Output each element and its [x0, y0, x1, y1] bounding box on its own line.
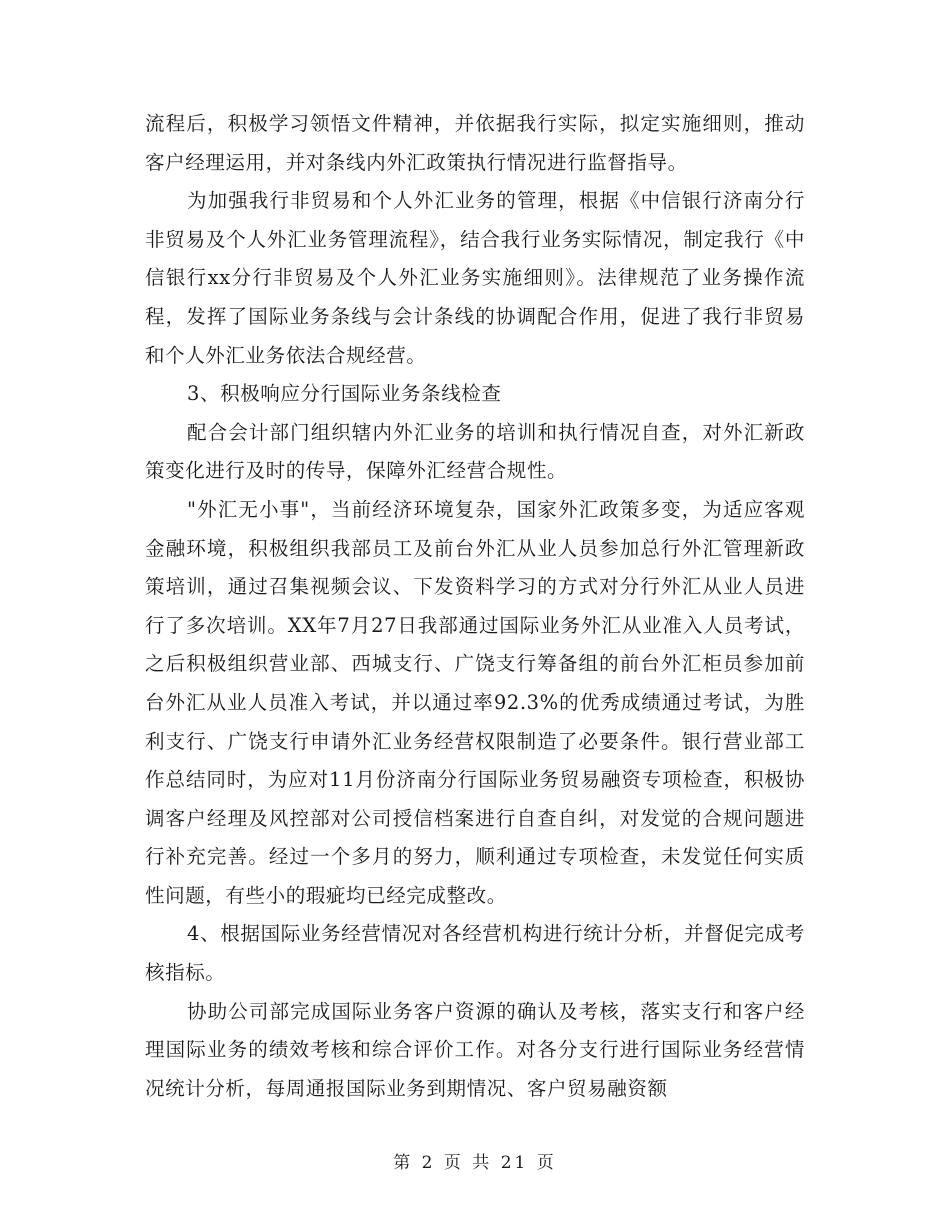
paragraph-assessment: 协助公司部完成国际业务客户资源的确认及考核，落实支行和客户经理国际业务的绩效考核和综合评价工作。对各分支行进行国际业务经营情况统计分析，每周通报国际业务到期情况、客户贸易融资额	[145, 999, 805, 1100]
document-body	[145, 105, 805, 1108]
section-heading-4: 4、根据国际业务经营情况对各经营机构进行统计分析，并督促完成考核指标。	[145, 922, 805, 985]
paragraph-accounting-cooperation: 配合会计部门组织辖内外汇业务的培训和执行情况自查，对外汇新政策变化进行及时的传导，保障外汇经营合规性。	[145, 420, 805, 483]
paragraph-implementation-rules: 为加强我行非贸易和个人外汇业务的管理，根据《中信银行济南分行非贸易及个人外汇业务管理流程》，结合我行业务实际情况，制定我行《中信银行xx分行非贸易及个人外汇业务实施细则》。法律规范了业务操作流程，发挥了国际业务条线与会计条线的协调配合作用，促进了我行非贸易和个人外汇业务依法合规经营。	[145, 189, 805, 367]
paragraph-forex-training: "外汇无小事"，当前经济环境复杂，国家外汇政策多变，为适应客观金融环境，积极组织我部员工及前台外汇从业人员参加总行外汇管理新政策培训，通过召集视频会议、下发资料学习的方式对分行外汇从业人员进行了多次培训。XX年7月27日我部通过国际业务外汇从业准入人员考试，之后积极组织营业部、西城支行、广饶支行筹备组的前台外汇柜员参加前台外汇从业人员准入考试，并以通过率92.3%的优秀成绩通过考试，为胜利支行、广饶支行申请外汇业务经营权限制造了必要条件。银行营业部工作总结同时，为应对11月份济南分行国际业务贸易融资专项检查，积极协调客户经理及风控部对公司授信档案进行自查自纠，对发觉的合规问题进行补充完善。经过一个多月的努力，顺利通过专项检查，未发觉任何实质性问题，有些小的瑕疵均已经完成整改。	[145, 497, 805, 907]
page-number-footer: 第 2 页 共 21 页	[393, 1153, 557, 1173]
section-heading-3: 3、积极响应分行国际业务条线检查	[187, 382, 502, 406]
paragraph-continuation: 流程后，积极学习领悟文件精神，并依据我行实际，拟定实施细则，推动客户经理运用，并对条线内外汇政策执行情况进行监督指导。	[145, 112, 805, 174]
